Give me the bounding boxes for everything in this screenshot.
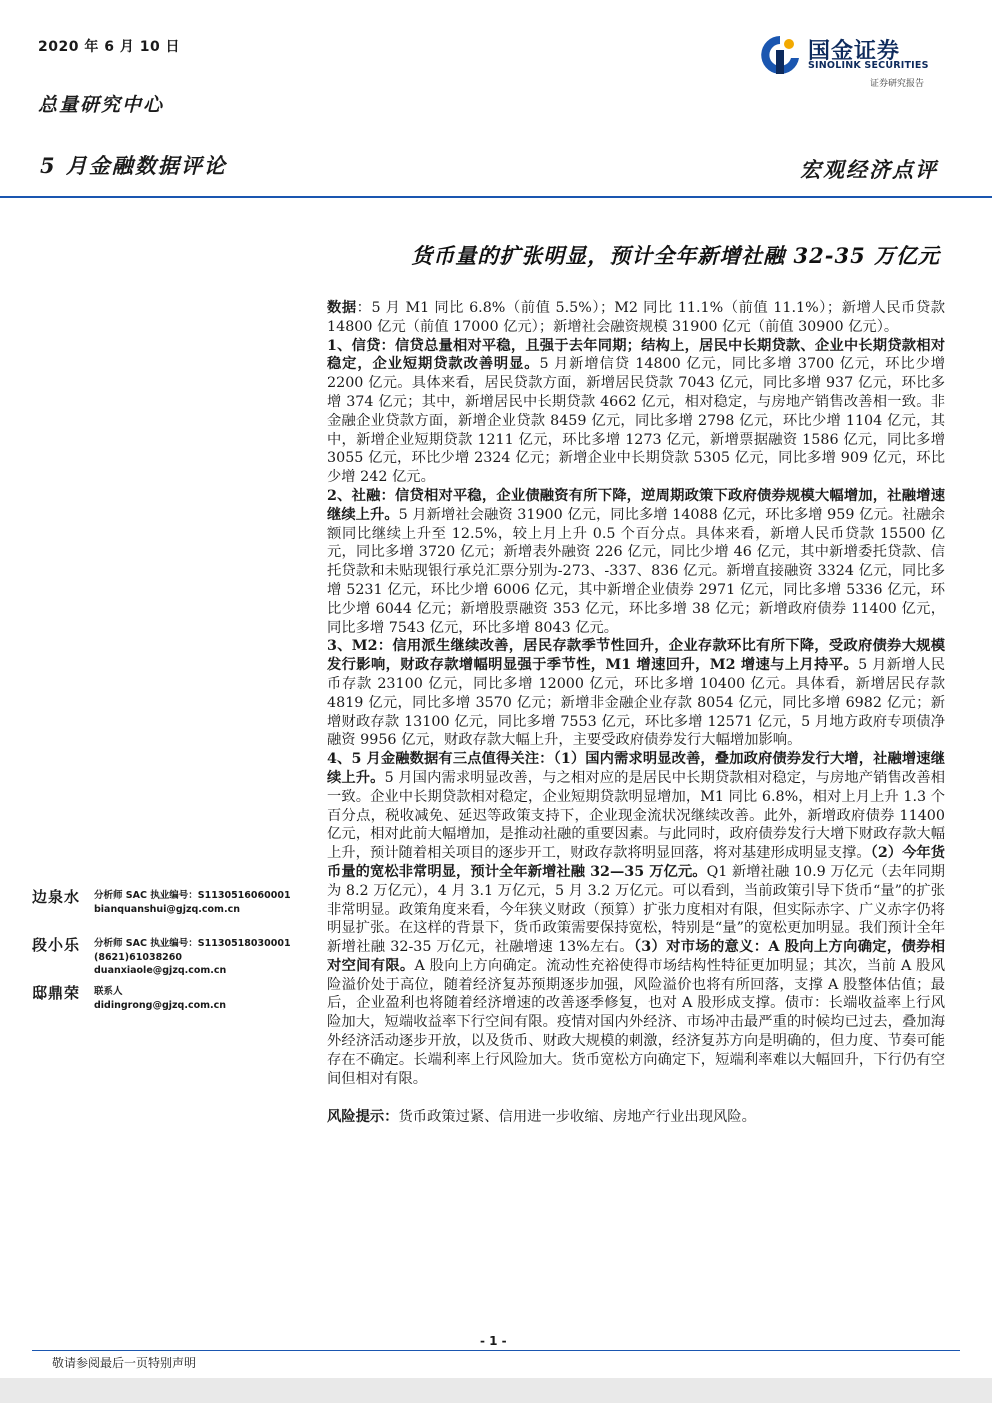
risk-text: 货币政策过紧、信用进一步收缩、房地产行业出现风险。 xyxy=(398,1109,756,1126)
risk-label: 风险提示： xyxy=(327,1109,399,1126)
author-meta xyxy=(94,985,226,1012)
highlights-heading-2: （2）今年货币量的宽松非常明显，预计全年新增社融 32—35 万亿元。 xyxy=(327,845,945,880)
page-number: - 1 - xyxy=(480,1334,507,1348)
data-paragraph xyxy=(327,299,945,337)
section-highlights xyxy=(327,750,945,1088)
author-meta xyxy=(94,937,291,978)
report-type: 宏观经济点评 xyxy=(800,157,938,182)
report-title: 5 月金融数据评论 xyxy=(40,153,227,178)
highlights-heading-3: （3）对市场的意义：A 股向上方向确定，债券相对空间有限。 xyxy=(327,939,946,974)
research-center: 总量研究中心 xyxy=(38,94,165,116)
author-name: 段小乐 xyxy=(32,936,81,954)
author-email[interactable]: duanxiaole@gjzq.com.cn xyxy=(94,965,227,976)
author-email[interactable]: didingrong@gjzq.com.cn xyxy=(94,999,227,1011)
author-phone: (8621)61038260 xyxy=(94,951,183,963)
author-title: 联系人 xyxy=(94,986,123,997)
section-tsf-heading: 2、社融：信贷相对平稳，企业债融资有所下降，逆周期政策下政府债券规模大幅增加，社融增速继续上升。 xyxy=(327,487,945,523)
highlights-text-2: Q1 新增社融 10.9 万亿元（去年同期为 8.2 万亿元），4 月 3.1 万亿元，5 月 3.2 万亿元。可以看到，当前政策引导下货币“量”的扩张非常明显。政策角度来看，今年狭义财政（预算）扩张力度相对有限，但实际赤字、广义赤字仍将明显扩张。在这样的背景下，货币政策需要保持宽松，特别是“量”的宽松更加明显。我们预计全年新增社融 32-35 万亿元，社融增速 13%左右。 xyxy=(327,863,945,956)
author-title: 分析师 SAC 执业编号： xyxy=(94,938,198,949)
logo-en-text: SINOLINK SECURITIES xyxy=(808,60,929,71)
author-id: S1130516060001 xyxy=(197,890,291,901)
report-body xyxy=(327,299,945,1127)
footer-band xyxy=(0,1378,992,1403)
logo-subtitle: 证券研究报告 xyxy=(870,79,925,89)
section-m2-text: 5 月新增人民币存款 23100 亿元，同比多增 12000 亿元，环比多增 10400 亿元。具体看，新增居民存款 4819 亿元，同比多增 3570 亿元；新增非金融企业存款 8054 亿元，同比多增 6982 亿元；新增财政存款 13100 亿元，同比多增 7553 亿元，环比多增 12571 亿元，5 月地方政府专项债净融资 9956 亿元，财政存款大幅上升，主要受政府债券发行大幅增加影响。 xyxy=(327,657,946,749)
author-id: S1130518030001 xyxy=(197,938,291,949)
footer-divider xyxy=(32,1350,960,1351)
report-date: 2020 年 6 月 10 日 xyxy=(38,39,181,55)
risk-paragraph xyxy=(327,1108,945,1127)
author-meta xyxy=(94,889,291,916)
author-name: 边泉水 xyxy=(32,888,81,906)
section-tsf xyxy=(327,487,945,637)
section-credit-text: 5 月新增信贷 14800 亿元，同比多增 3700 亿元，环比少增 2200 亿元。具体来看，居民贷款方面，新增居民贷款 7043 亿元，同比多增 937 亿元，环比多增 374 亿元；其中，新增居民中长期贷款 4662 亿元，相对稳定，与房地产销售改善相一致。非金融企业贷款方面，新增企业贷款 8459 亿元，同比多增 2798 亿元，环比少增 1104 亿元，其中，新增企业短期贷款 1211 亿元，环比多增 1273 亿元，新增票据融资 1586 亿元，同比多增 3055 亿元，环比少增 2324 亿元；新增企业中长期贷款 5305 亿元，同比多增 909 亿元，环比少增 242 亿元。 xyxy=(327,356,946,486)
header-divider xyxy=(0,196,992,198)
logo-cn-text: 国金证券 xyxy=(808,39,901,64)
author-name: 邸鼎荣 xyxy=(32,984,81,1002)
data-text: ：5 月 M1 同比 6.8%（前值 5.5%）；M2 同比 11.1%（前值 11.1%）；新增人民币贷款 14800 亿元（前值 17000 亿元）；新增社会融资规模 31900 亿元（前值 30900 亿元）。 xyxy=(327,300,945,335)
section-tsf-text: 5 月新增社会融资 31900 亿元，同比多增 14088 亿元，环比多增 959 亿元。社融余额同比继续上升至 12.5%，较上月上升 0.5 个百分点。具体来看，新增人民币贷款 15500 亿元，同比多增 3720 亿元；新增表外融资 226 亿元，同比少增 46 亿元，其中新增委托贷款、信托贷款和未贴现银行承兑汇票分别为-273、-337、836 亿元。新增直接融资 3324 亿元，同比多增 5231 亿元，环比少增 6006 亿元，其中新增企业债券 2971 亿元，同比多增 5336 亿元，环比少增 6044 亿元；新增股票融资 353 亿元，环比多增 38 亿元；新增政府债券 11400 亿元，同比多增 7543 亿元，环比多增 8043 亿元。 xyxy=(327,506,946,636)
section-m2 xyxy=(327,637,945,750)
sinolink-logo-icon xyxy=(758,32,802,78)
highlights-text-1: 5 月国内需求明显改善，与之相对应的是居民中长期贷款相对稳定，与房地产销售改善相一致。企业中长期贷款相对稳定，企业短期贷款明显增加，M1 同比 6.8%，相对上月上升 1.3 个百分点，税收减免、延迟等政策支持下，企业现金流状况继续改善。此外，新增政府债券 11400 亿元，相对此前大幅增加，是推动社融的重要因素。与此同时，政府债券发行大增下财政存款大幅上升，预计随着相关项目的逐步开工，财政存款将明显回落，将对基建形成明显支撑。 xyxy=(327,769,946,862)
highlights-heading-1: 4、5 月金融数据有三点值得关注：（1）国内需求明显改善，叠加政府债券发行大增，社融增速继续上升。 xyxy=(327,751,945,786)
section-credit-heading: 1、信贷：信贷总量相对平稳，且强于去年同期；结构上，居民中长期贷款、企业中长期贷款相对稳定，企业短期贷款改善明显。 xyxy=(327,337,945,373)
author-email[interactable]: bianquanshui@gjzq.com.cn xyxy=(94,903,240,915)
section-m2-heading: 3、M2：信用派生继续改善，居民存款季节性回升，企业存款环比有所下降，受政府债券大规模发行影响，财政存款增幅明显强于季节性，M1 增速回升，M2 增速与上月持平。 xyxy=(327,638,945,674)
highlights-text-3: A 股向上方向确定。流动性充裕使得市场结构性特征更加明显；其次，当前 A 股风险溢价处于高位，随着经济复苏预期逐步加强，风险溢价也将有所回落，支撑 A 股整体估值；最后，企业盈利也将随着经济增速的改善逐季修复，也对 A 股形成支撑。债市：长端收益率上行风险加大，短端收益率下行空间有限。疫情对国内外经济、市场冲击最严重的时候均已过去，叠加海外经济活动逐步开放，以及货币、财政大规模的刺激，经济复苏方向是明确的，但力度、节奏可能存在不确定。长端利率上行风险加大。货币宽松方向确定下，短端利率难以大幅回升，下行仍有空间但相对有限。 xyxy=(327,957,946,1087)
headline: 货币量的扩张明显，预计全年新增社融 32-35 万亿元 xyxy=(411,243,940,268)
author-title: 分析师 SAC 执业编号： xyxy=(94,890,198,901)
section-credit xyxy=(327,337,945,487)
data-label: 数据 xyxy=(327,300,357,316)
brand-logo xyxy=(758,30,958,92)
disclaimer-note: 敬请参阅最后一页特别声明 xyxy=(52,1356,197,1370)
